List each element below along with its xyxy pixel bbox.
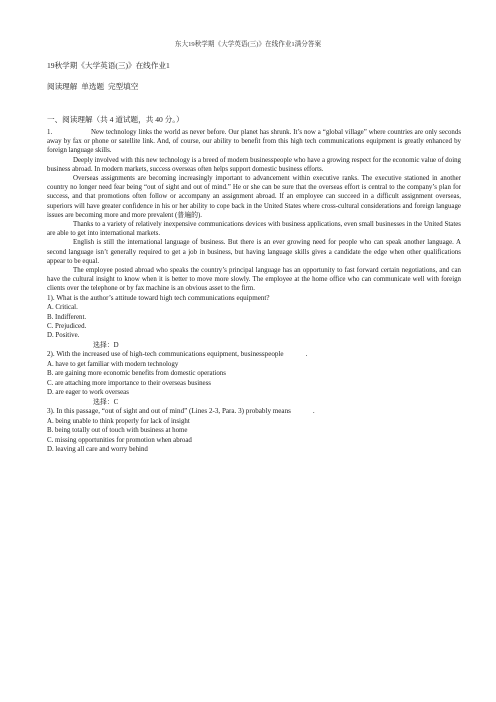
question-1-answer: 选择：D	[93, 341, 119, 349]
passage-paragraph-2: Deeply involved with this new technology is a breed of modern businesspeople who have a growing respect for the economic value of doing business abroad. In modern markets, success overseas often helps support domestic business efforts.	[47, 156, 461, 173]
question-1-stem: 1). What is the author’s attitude toward high tech communications equipment?	[47, 293, 270, 302]
question-3-stem: 3). In this passage, “out of sight and out of mind” (Lines 2-3, Para. 3) probably means .	[47, 407, 315, 416]
passage-paragraph-1: 1. New technology links the world as never before. Our planet has shrunk. It’s now a “global village” where countries are only seconds away by fax or phone or satellite link. And, of course, our ability to benefit from this high tech communications equipment is greatly enhanced by foreign language skills.	[47, 129, 461, 155]
passage-paragraph-4: Thanks to a variety of relatively inexpensive communications devices with business applications, even small businesses in the United States are able to get into international markets.	[47, 221, 461, 238]
question-3-option-c: C. missing opportunities for promotion when abroad	[47, 436, 192, 444]
question-3-option-b: B. being totally out of touch with business at home	[47, 427, 188, 435]
section-heading: 一、阅读理解（共 4 道试题，共 40 分。）	[47, 115, 184, 124]
question-1-option-a: A. Critical.	[47, 304, 78, 312]
question-2-option-d: D. are eager to work overseas	[47, 389, 129, 397]
question-1-option-c: C. Prejudiced.	[47, 323, 87, 331]
question-2-answer: 选择：C	[93, 398, 119, 406]
question-2-option-a: A. have to get familiar with modern technology	[47, 361, 179, 369]
document-body	[47, 60, 461, 455]
passage-paragraph-5: English is still the international language of business. But there is an ever growing need for people who can speak another language. A second language isn’t generally required to get a job in business, but having language skills gives a candidate the edge when other qualifications appear to be equal.	[47, 239, 461, 265]
page-header: 东大19秋学期《大学英语(三)》在线作业1满分答案	[174, 41, 322, 48]
question-2-option-c: C. are attaching more importance to their overseas business	[47, 379, 211, 387]
passage-paragraph-6: The employee posted abroad who speaks the country’s principal language has an opportunity to fast forward certain negotiations, and can have the cultural insight to know when it is better to move more slowly. The employee at the home office who can communicate well with foreign clients over the telephone or by fax machine is an obvious asset to the firm.	[47, 267, 461, 293]
question-2-stem: 2). With the increased use of high-tech communications equipment, businesspeople .	[47, 350, 308, 359]
question-1-option-d: D. Positive.	[47, 332, 80, 340]
question-3-option-d: D. leaving all care and worry behind	[47, 446, 148, 454]
question-2-option-b: B. are gaining more economic benefits from domestic operations	[47, 370, 226, 378]
question-1-option-b: B. Indifferent.	[47, 313, 87, 321]
passage-paragraph-3: Overseas assignments are becoming increasingly important to advancement within executive ranks. The executive stationed in another country no longer need fear being “out of sight and out of mind.” He or she can be sure that the overseas effort is central to the company’s plan for success, and that promotions often follow or accompany an assignment abroad. If an employee can succeed in a difficult assignment overseas, superiors will have greater confidence in his or her ability to cope back in the United States where cross-cultural considerations and foreign language issues are becoming more and more prevalent (普遍的).	[47, 175, 461, 219]
question-3-option-a: A. being unable to think properly for lack of insight	[47, 417, 190, 425]
doc-subtitle: 阅读理解 单选题 完型填空	[47, 82, 139, 91]
doc-title: 19秋学期《大学英语(三)》在线作业1	[47, 61, 170, 70]
passage-number: 1.	[47, 129, 53, 136]
